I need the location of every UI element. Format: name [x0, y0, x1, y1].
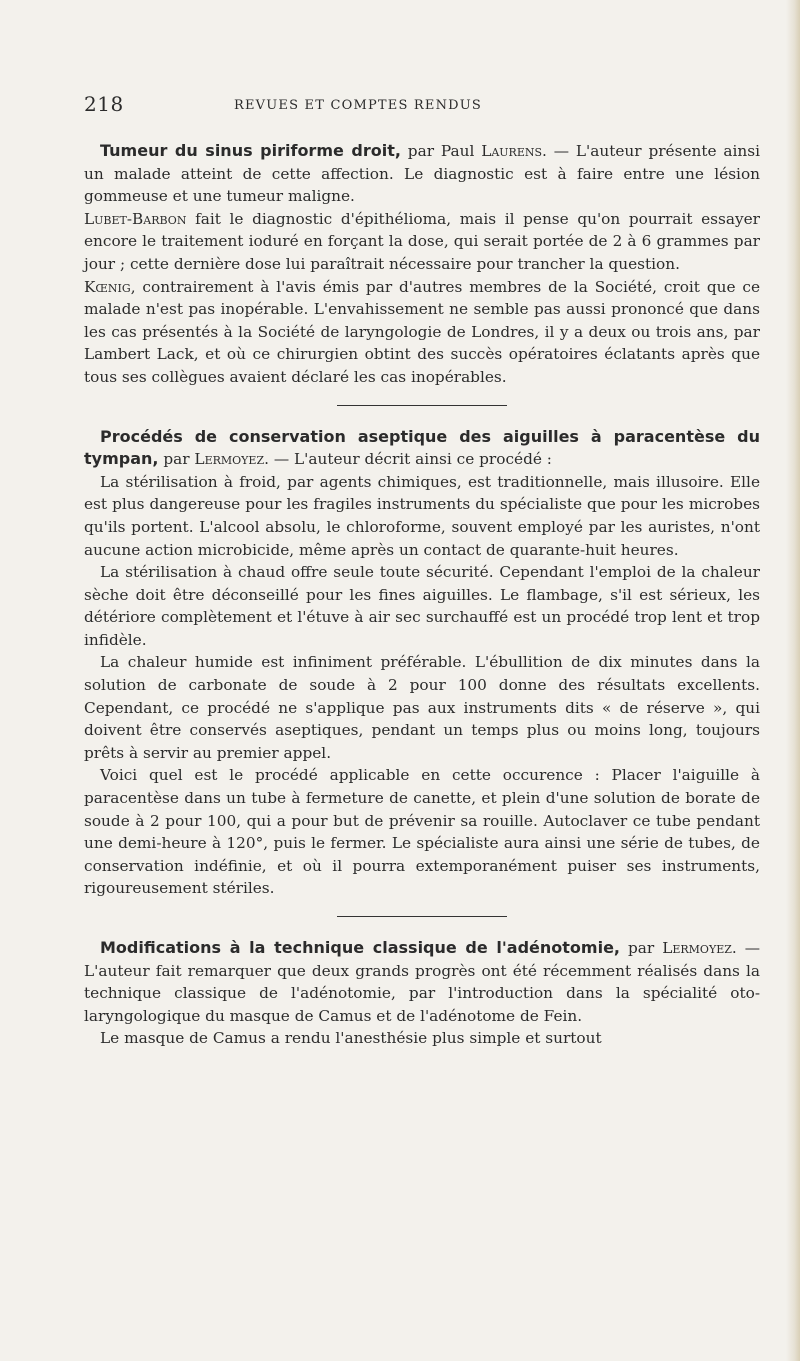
section2-intro-paragraph — [84, 426, 760, 471]
section1-by: par Paul — [400, 142, 482, 160]
section1-intro: . — L'auteur présente ainsi un malade atteint de cette affection. Le diagnostic est à faire entre une lésion gommeuse et une tumeur maligne. — [84, 142, 761, 206]
section1-p3-name: Kœnig — [84, 277, 131, 296]
section3-intro-paragraph — [84, 937, 760, 1027]
section1-paragraph-3 — [84, 276, 760, 389]
page-body — [84, 140, 760, 1050]
running-head: REVUES ET COMPTES RENDUS — [234, 98, 483, 113]
section1-p3-text: , contrairement à l'avis émis par d'autres membres de la Société, croit que ce malade n'est pas inopérable. L'envahissement ne semble pas aussi prononcé que dans les cas présentés à la Société de laryngologie de Londres, il y a deux ou trois ans, par Lambert Lack, et où ce chirurgien obtint des succès opératoires éclatants après que tous ses collègues avaient déclaré les cas inopérables. — [84, 277, 760, 386]
section3-author: Lermoyez — [662, 939, 732, 957]
section3-paragraph-2: Le masque de Camus a rendu l'anesthésie plus simple et surtout — [100, 1029, 602, 1048]
section2-paragraph: La chaleur humide est infiniment préférable. L'ébullition de dix minutes dans la solution de carbonate de soude à 2 pour 100 donne des résultats excellents. Cependant, ce procédé ne s'applique pas aux instruments dits « de réserve », qui doivent être conservés aseptiques, pendant un temps plus ou moins long, toujours prêts à servir au premier appel. — [84, 653, 760, 762]
section1-p2-name: Lubet-Barbon — [84, 209, 187, 228]
section3-intro: . — L'auteur fait remarquer que deux grands progrès ont été récemment réalisés dans la technique classique de l'adénotomie, par l'introduction dans la spécialité oto-laryngologique du masque de Camus et de l'adénotome de Fein. — [84, 939, 761, 1025]
section1-title: Tumeur du sinus piriforme droit, — [100, 141, 401, 160]
section3-title: Modifications à la technique classique de l'adénotomie, — [100, 938, 621, 957]
section2-author: Lermoyez — [194, 450, 265, 469]
page-header — [84, 92, 744, 122]
section2-paragraph: Voici quel est le procédé applicable en cette occurence : Placer l'aiguille à paracentèse dans un tube à fermeture de canette, et plein d'une solution de borate de soude à 2 pour 100, qui a pour but de prévenir sa rouille. Autoclaver ce tube pendant une demi-heure à 120°, puis le fermer. Le spécialiste aura ainsi une série de tubes, de conservation indéfinie, et où il pourra extemporanément puiser ses instruments, rigoureusement stériles. — [84, 766, 760, 898]
section1-p2-text: fait le diagnostic d'épithélioma, mais il pense qu'on pourrait essayer encore le traitement ioduré en forçant la dose, qui serait portée de 2 à 6 grammes par jour ; cette dernière dose lui paraîtrait nécessaire pour trancher la question. — [84, 209, 760, 273]
page-number: 218 — [84, 92, 124, 116]
section-divider — [337, 916, 507, 917]
section1-paragraph-2 — [84, 208, 760, 276]
section2-paragraph: La stérilisation à froid, par agents chimiques, est traditionnelle, mais illusoire. Elle est plus dangereuse pour les fragiles instruments du spécialiste que pour les microbes qu'ils portent. L'alcool absolu, le chloroforme, souvent employé par les auristes, n'ont aucune action microbicide, même après un contact de quarante-huit heures. — [84, 472, 760, 559]
section2-by: par — [158, 450, 195, 469]
page-edge-shadow — [786, 0, 800, 1361]
section1-intro-paragraph — [84, 140, 760, 208]
section2-intro: . — L'auteur décrit ainsi ce procédé : — [264, 450, 552, 469]
section1-author: Laurens — [481, 142, 543, 160]
section2-paragraph: La stérilisation à chaud offre seule toute sécurité. Cependant l'emploi de la chaleur sèche doit être déconseillé pour les fines aiguilles. Le flambage, s'il est sérieux, les détériore complètement et l'étuve à air sec surchauffé est un procédé trop lent et trop infidèle. — [84, 563, 760, 649]
section3-by: par — [620, 939, 663, 957]
section-divider — [337, 405, 507, 406]
section2-title: Procédés de conservation aseptique des aiguilles à paracentèse du tympan, — [84, 426, 760, 469]
